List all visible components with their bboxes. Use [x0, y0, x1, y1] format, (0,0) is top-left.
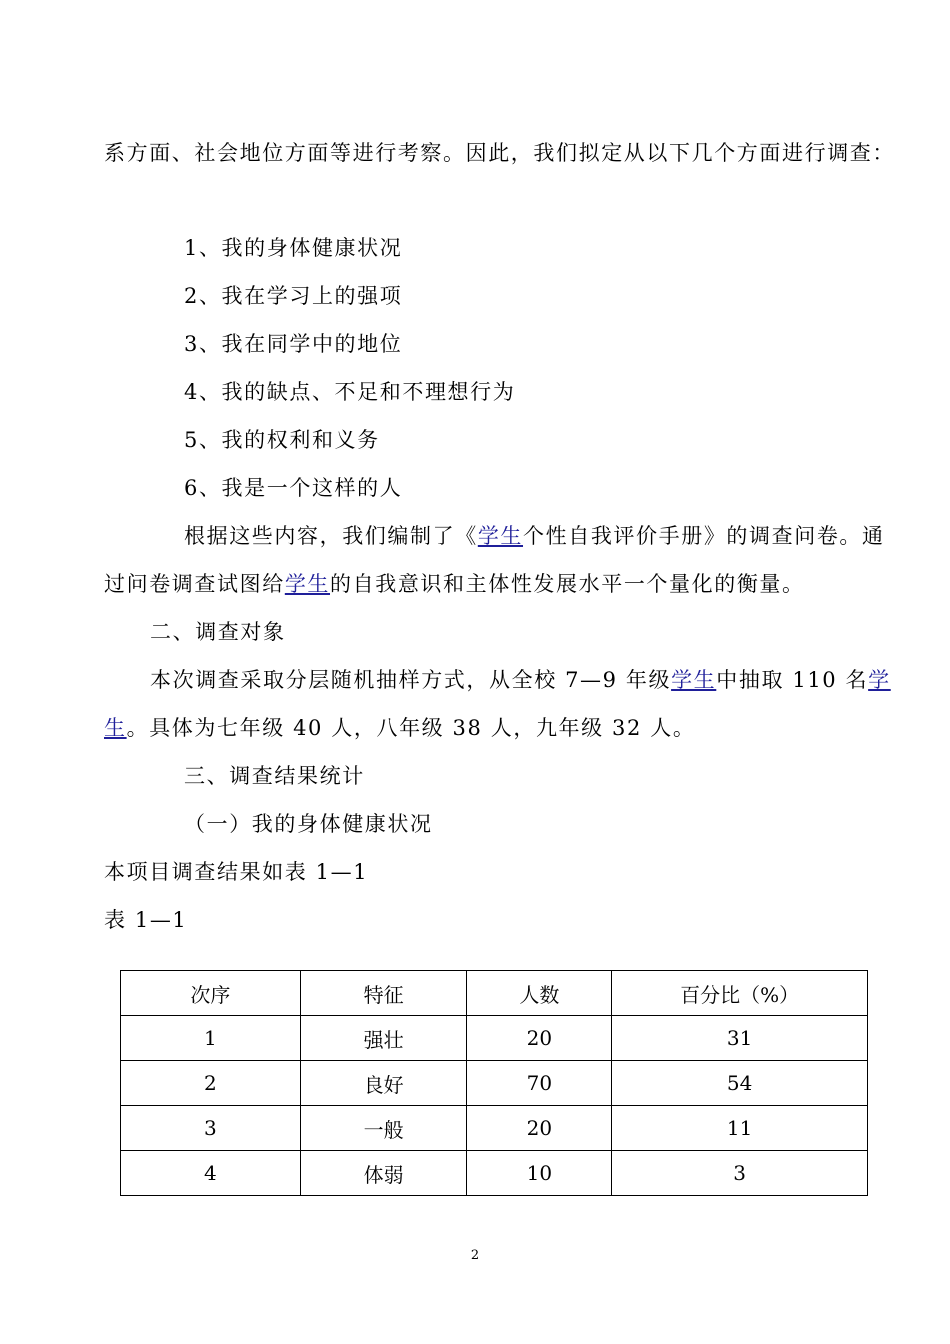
table-row	[121, 1151, 868, 1196]
cell-order: 3	[121, 1106, 301, 1151]
header-feature: 特征	[300, 971, 467, 1016]
paragraph-sampling-line-2	[104, 713, 695, 743]
aspect-item-3: 3、我在同学中的地位	[184, 332, 403, 356]
cell-percent: 31	[612, 1016, 868, 1061]
aspect-item-1: 1、我的身体健康状况	[184, 236, 403, 260]
cell-percent: 54	[612, 1061, 868, 1106]
text: 中抽取 110 名	[716, 668, 869, 692]
paragraph-questionnaire-line-1	[184, 521, 885, 551]
cell-feature: 良好	[300, 1061, 467, 1106]
table-row	[121, 1016, 868, 1061]
text: 。具体为七年级 40 人，八年级 38 人，九年级 32 人。	[126, 716, 696, 740]
cell-feature: 体弱	[300, 1151, 467, 1196]
subsection-heading-health: （一）我的身体健康状况	[184, 812, 433, 836]
header-order: 次序	[121, 971, 301, 1016]
text: 的自我意识和主体性发展水平一个量化的衡量。	[330, 572, 805, 596]
cell-count: 10	[467, 1151, 612, 1196]
section-heading-results: 三、调查结果统计	[184, 764, 365, 788]
text: 个性自我评价手册》的调查问卷。通	[523, 524, 885, 548]
header-count: 人数	[467, 971, 612, 1016]
page-number: 2	[470, 1248, 480, 1263]
student-link[interactable]: 学生	[671, 668, 717, 692]
paragraph-sampling-line-1	[150, 665, 891, 695]
student-link-part-2[interactable]: 生	[104, 716, 127, 740]
cell-count: 20	[467, 1016, 612, 1061]
aspect-item-5: 5、我的权利和义务	[184, 428, 380, 452]
student-link[interactable]: 学生	[284, 572, 331, 596]
table-row	[121, 1061, 868, 1106]
cell-percent: 11	[612, 1106, 868, 1151]
aspect-item-4: 4、我的缺点、不足和不理想行为	[184, 380, 516, 404]
table-header-row	[121, 971, 868, 1016]
cell-percent: 3	[612, 1151, 868, 1196]
table-row	[121, 1106, 868, 1151]
aspect-item-2: 2、我在学习上的强项	[184, 284, 403, 308]
text: 过问卷调查试图给	[104, 572, 285, 596]
intro-line: 系方面、社会地位方面等进行考察。因此，我们拟定从以下几个方面进行调查：	[104, 141, 895, 165]
cell-count: 70	[467, 1061, 612, 1106]
cell-order: 2	[121, 1061, 301, 1106]
student-link[interactable]: 学生	[477, 524, 524, 548]
student-link-part-1[interactable]: 学	[868, 668, 891, 692]
cell-order: 4	[121, 1151, 301, 1196]
section-heading-survey-subjects: 二、调查对象	[150, 620, 286, 644]
cell-feature: 一般	[300, 1106, 467, 1151]
health-results-table	[120, 970, 868, 1196]
paragraph-questionnaire-line-2	[104, 569, 805, 599]
cell-count: 20	[467, 1106, 612, 1151]
aspect-item-6: 6、我是一个这样的人	[184, 476, 403, 500]
table-intro: 本项目调查结果如表 1—1	[104, 860, 369, 884]
table-caption: 表 1—1	[104, 908, 188, 932]
cell-order: 1	[121, 1016, 301, 1061]
text: 本次调查采取分层随机抽样方式，从全校 7—9 年级	[150, 668, 672, 692]
cell-feature: 强壮	[300, 1016, 467, 1061]
header-percent: 百分比（%）	[612, 971, 868, 1016]
text: 根据这些内容，我们编制了《	[184, 524, 478, 548]
